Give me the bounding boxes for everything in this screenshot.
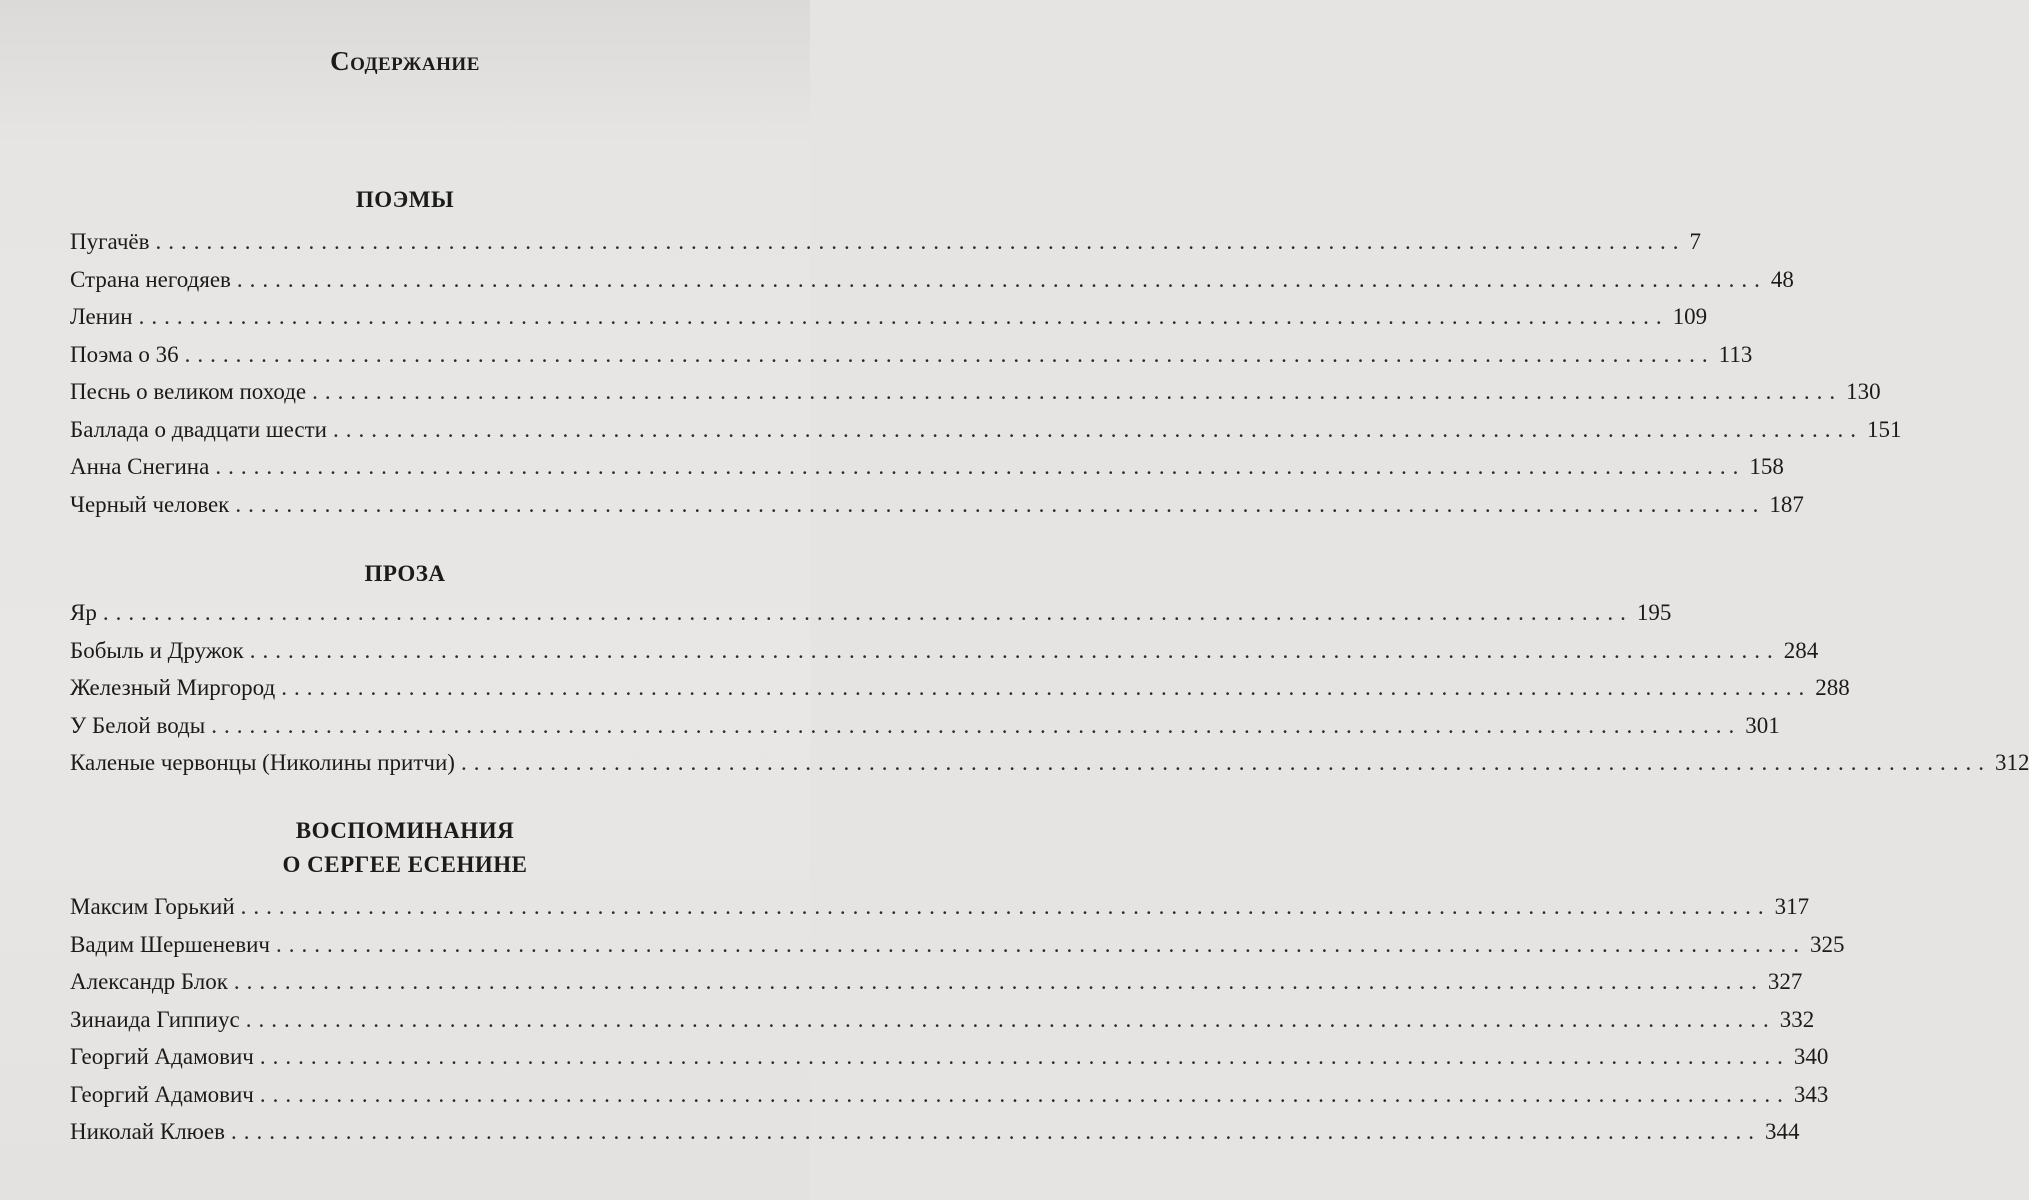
toc-entry xyxy=(70,669,1850,707)
entry-title: Страна негодяев xyxy=(70,266,231,292)
leader-dots: ........................................................................................................................ xyxy=(281,675,1812,700)
toc-entry xyxy=(70,261,1794,299)
toc-entry xyxy=(70,1113,1800,1151)
toc-entry xyxy=(70,963,1803,1001)
entry-page: 151 xyxy=(1866,416,1902,442)
toc-entry xyxy=(70,411,1902,449)
toc-entry xyxy=(70,594,1672,632)
toc-entry xyxy=(70,744,2029,782)
entry-title: Вадим Шершеневич xyxy=(70,931,270,957)
leader-dots: ........................................................................................................................ xyxy=(155,229,1686,254)
leader-dots: ........................................................................................................................ xyxy=(230,1119,1761,1144)
toc-entry xyxy=(70,486,1804,524)
section-heading-line: ВОСПОМИНАНИЯ xyxy=(295,818,515,843)
entry-title: Каленые червонцы (Николины притчи) xyxy=(70,750,455,775)
entry-page: 195 xyxy=(1636,600,1672,625)
entry-title: Песнь о великом походе xyxy=(70,379,307,404)
leader-dots: ........................................................................................................................ xyxy=(235,491,1766,517)
entry-title: Георгий Адамович xyxy=(70,1044,254,1069)
entry-title: Поэма о 36 xyxy=(70,341,179,367)
toc-list-prose xyxy=(70,594,2029,782)
entry-page: 187 xyxy=(1769,491,1804,517)
toc-entry xyxy=(70,373,1881,411)
section-heading-line: ПОЭМЫ xyxy=(355,187,455,212)
entry-page: 344 xyxy=(1764,1119,1800,1144)
section-heading-line: ПРОЗА xyxy=(364,561,446,586)
entry-page: 317 xyxy=(1774,894,1810,919)
toc-entry xyxy=(70,298,1708,336)
leader-dots: ........................................................................................................................ xyxy=(249,637,1780,663)
entry-page: 325 xyxy=(1809,931,1845,957)
leader-dots: ........................................................................................................................ xyxy=(138,304,1669,329)
entry-title: Железный Миргород xyxy=(70,675,276,700)
leader-dots: ........................................................................................................................ xyxy=(102,600,1633,625)
entry-page: 158 xyxy=(1749,454,1784,479)
entry-page: 130 xyxy=(1846,379,1881,404)
leader-dots: ........................................................................................................................ xyxy=(233,969,1764,994)
entry-page: 343 xyxy=(1793,1081,1829,1107)
toc-entry xyxy=(70,888,1810,926)
leader-dots: ........................................................................................................................ xyxy=(240,894,1771,919)
toc-list-memoirs xyxy=(70,888,1845,1151)
leader-dots: ........................................................................................................................ xyxy=(275,931,1806,957)
entry-page: 7 xyxy=(1689,229,1701,254)
toc-entry xyxy=(70,336,1753,374)
toc-entry xyxy=(70,632,1819,670)
leader-dots: ........................................................................................................................ xyxy=(236,266,1767,292)
entry-page: 301 xyxy=(1745,712,1780,738)
entry-title: Ленин xyxy=(70,304,133,329)
toc-entry xyxy=(70,926,1845,964)
entry-title: Яр xyxy=(70,600,97,625)
toc-entry xyxy=(70,1001,1815,1039)
entry-page: 113 xyxy=(1718,341,1753,367)
entry-page: 327 xyxy=(1767,969,1803,994)
leader-dots: ........................................................................................................................ xyxy=(332,416,1863,442)
section-heading-line: О СЕРГЕЕ ЕСЕНИНЕ xyxy=(282,852,528,877)
entry-title: Черный человек xyxy=(70,491,230,517)
section-heading-memoirs xyxy=(0,814,810,882)
entry-page: 48 xyxy=(1770,266,1794,292)
entry-page: 284 xyxy=(1783,637,1819,663)
entry-page: 312 xyxy=(1994,750,2029,775)
leader-dots: ........................................................................................................................ xyxy=(215,454,1746,479)
toc-list-poems xyxy=(70,223,1902,523)
entry-page: 288 xyxy=(1815,675,1850,700)
toc-entry xyxy=(70,448,1784,486)
section-heading-prose xyxy=(0,557,810,591)
leader-dots: ........................................................................................................................ xyxy=(259,1044,1790,1069)
toc-entry xyxy=(70,223,1701,261)
leader-dots: ........................................................................................................................ xyxy=(259,1081,1790,1107)
page-title: Содержание xyxy=(330,46,480,76)
entry-page: 109 xyxy=(1672,304,1708,329)
toc-entry xyxy=(70,1038,1829,1076)
entry-title: Николай Клюев xyxy=(70,1119,225,1144)
leader-dots: ........................................................................................................................ xyxy=(184,341,1715,367)
entry-title: Пугачёв xyxy=(70,229,150,254)
entry-title: Георгий Адамович xyxy=(70,1081,254,1107)
section-heading-poems xyxy=(0,183,810,217)
entry-title: Анна Снегина xyxy=(70,454,210,479)
entry-page: 340 xyxy=(1793,1044,1829,1069)
entry-title: Бобыль и Дружок xyxy=(70,637,244,663)
toc-entry xyxy=(70,707,1780,745)
leader-dots: ........................................................................................................................ xyxy=(245,1006,1776,1032)
entry-title: Александр Блок xyxy=(70,969,228,994)
entry-page: 332 xyxy=(1779,1006,1815,1032)
entry-title: У Белой воды xyxy=(70,712,206,738)
entry-title: Максим Горький xyxy=(70,894,235,919)
leader-dots: ........................................................................................................................ xyxy=(460,750,1991,775)
entry-title: Зинаида Гиппиус xyxy=(70,1006,240,1032)
toc-entry xyxy=(70,1076,1829,1114)
leader-dots: ........................................................................................................................ xyxy=(211,712,1742,738)
leader-dots: ........................................................................................................................ xyxy=(312,379,1843,404)
entry-title: Баллада о двадцати шести xyxy=(70,416,327,442)
